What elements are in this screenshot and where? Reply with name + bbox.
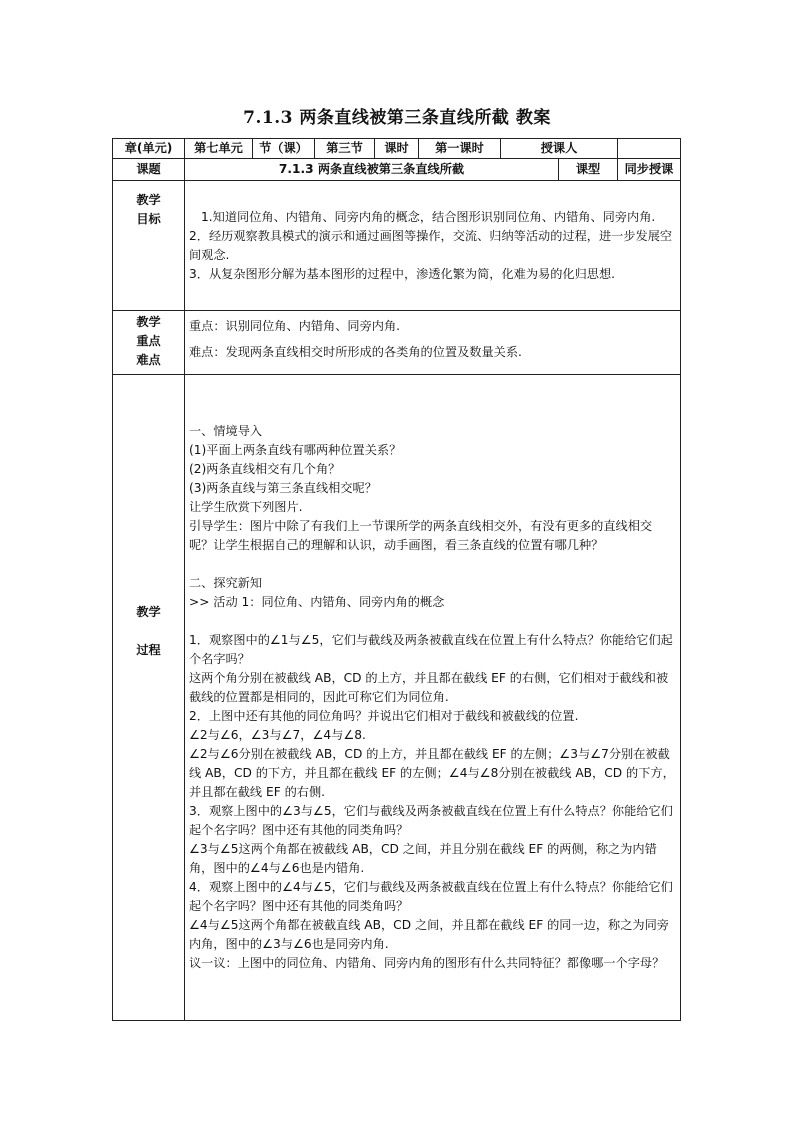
process-label-cell [113, 375, 185, 1021]
process-line: (3)两条直线与第三条直线相交呢？ [189, 481, 377, 495]
process-label-line-1: 教学 [136, 605, 161, 619]
chapter-label: 章(单元) [113, 139, 185, 159]
document-title: 7.1.3 两条直线被第三条直线所截 教案 [243, 108, 551, 128]
period-label: 课时 [375, 139, 419, 159]
key-points-label-line-1: 教学 [136, 315, 161, 329]
process-line: ∠3与∠5这两个角都在被截线 AB，CD 之间，并且分别在截线 EF 的两侧，称之为内错角，图中的∠4与∠6也是内错角. [189, 842, 657, 875]
process-line: 引导学生：图片中除了有我们上一节课所学的两条直线相交外，有没有更多的直线相交呢？让学生根据自己的理解和认识，动手画图，看三条直线的位置有哪几种？ [189, 519, 653, 552]
header-row [113, 139, 681, 159]
process-line: 3．观察上图中的∠3与∠5，它们与截线及两条被截直线在位置上有什么特点？你能给它们起个名字吗？图中还有其他的同类角吗？ [189, 804, 673, 837]
period-value: 第一课时 [419, 139, 501, 159]
goal-item: 1.知道同位角、内错角、同旁内角的概念，结合图形识别同位角、内错角、同旁内角. [201, 209, 656, 224]
process-line: 让学生欣赏下列图片. [189, 500, 303, 514]
process-line: 这两个角分别在被截线 AB，CD 的上方，并且都在截线 EF 的右侧，它们相对于截线和被截线的位置都是相同的，因此可称它们为同位角. [189, 671, 669, 704]
key-points-label-line-2: 重点 [136, 334, 161, 348]
teacher-label: 授课人 [501, 139, 618, 159]
key-points-label-cell [113, 311, 185, 375]
course-type-label: 课型 [559, 159, 618, 181]
lesson-plan-table [112, 138, 681, 1021]
key-points-content [185, 311, 681, 375]
chapter-value: 第七单元 [185, 139, 253, 159]
process-line: ∠2与∠6分别在被截线 AB，CD 的上方，并且都在截线 EF 的左侧；∠3与∠7分别在被截线 AB，CD 的下方，并且都在截线 EF 的左侧；∠4与∠8分别在被截线 AB，CD 的下方，并且都在截线 EF 的右侧. [189, 747, 675, 799]
goal-item: 2．经历观察教具模式的演示和通过画图等操作，交流、归纳等活动的过程，进一步发展空间观念. [189, 228, 673, 262]
topic-label: 课题 [113, 159, 185, 181]
process-line: 二、探究新知 [189, 576, 263, 590]
process-line: 2．上图中还有其他的同位角吗？并说出它们相对于截线和被截线的位置. [189, 709, 579, 723]
process-line: ∠4与∠5这两个角都在被截直线 AB，CD 之间，并且都在截线 EF 的同一边，称之为同旁内角，图中的∠3与∠6也是同旁内角. [189, 918, 669, 951]
process-line: (1)平面上两条直线有哪两种位置关系？ [189, 443, 402, 457]
course-type-value: 同步授课 [618, 159, 681, 181]
goals-content [185, 181, 681, 311]
topic-row [113, 159, 681, 181]
process-line: 一、情境导入 [189, 424, 263, 438]
process-line: 1．观察图中的∠1与∠5，它们与截线及两条被截直线在位置上有什么特点？你能给它们起个名字吗？ [189, 633, 673, 666]
process-row [113, 375, 681, 1021]
process-line: 议一议：上图中的同位角、内错角、同旁内角的图形有什么共同特征？都像哪一个字母？ [189, 956, 665, 970]
goals-label-cell [113, 181, 185, 311]
process-label-line-2: 过程 [136, 643, 161, 657]
key-points-row [113, 311, 681, 375]
section-label: 节（课） [253, 139, 315, 159]
section-value: 第三节 [315, 139, 375, 159]
key-points-label-line-3: 难点 [136, 353, 161, 367]
goals-row [113, 181, 681, 311]
topic-value: 7.1.3 两条直线被第三条直线所截 [185, 159, 559, 181]
teacher-value [618, 139, 681, 159]
goal-item: 3．从复杂图形分解为基本图形的过程中，渗透化繁为简，化难为易的化归思想. [189, 266, 616, 281]
process-line: >> 活动 1：同位角、内错角、同旁内角的概念 [189, 595, 445, 609]
goals-label-line-1: 教学 [136, 193, 161, 207]
process-line: 4．观察上图中的∠4与∠5，它们与截线及两条被截直线在位置上有什么特点？你能给它们起个名字吗？图中还有其他的同类角吗？ [189, 880, 673, 913]
focus-text: 重点：识别同位角、内错角、同旁内角. [189, 319, 401, 333]
process-line: (2)两条直线相交有几个角？ [189, 462, 341, 476]
process-line: ∠2与∠6，∠3与∠7，∠4与∠8. [189, 728, 366, 742]
difficulty-text: 难点：发现两条直线相交时所形成的各类角的位置及数量关系. [189, 345, 522, 359]
goals-label-line-2: 目标 [136, 212, 161, 226]
process-content [185, 375, 681, 1021]
